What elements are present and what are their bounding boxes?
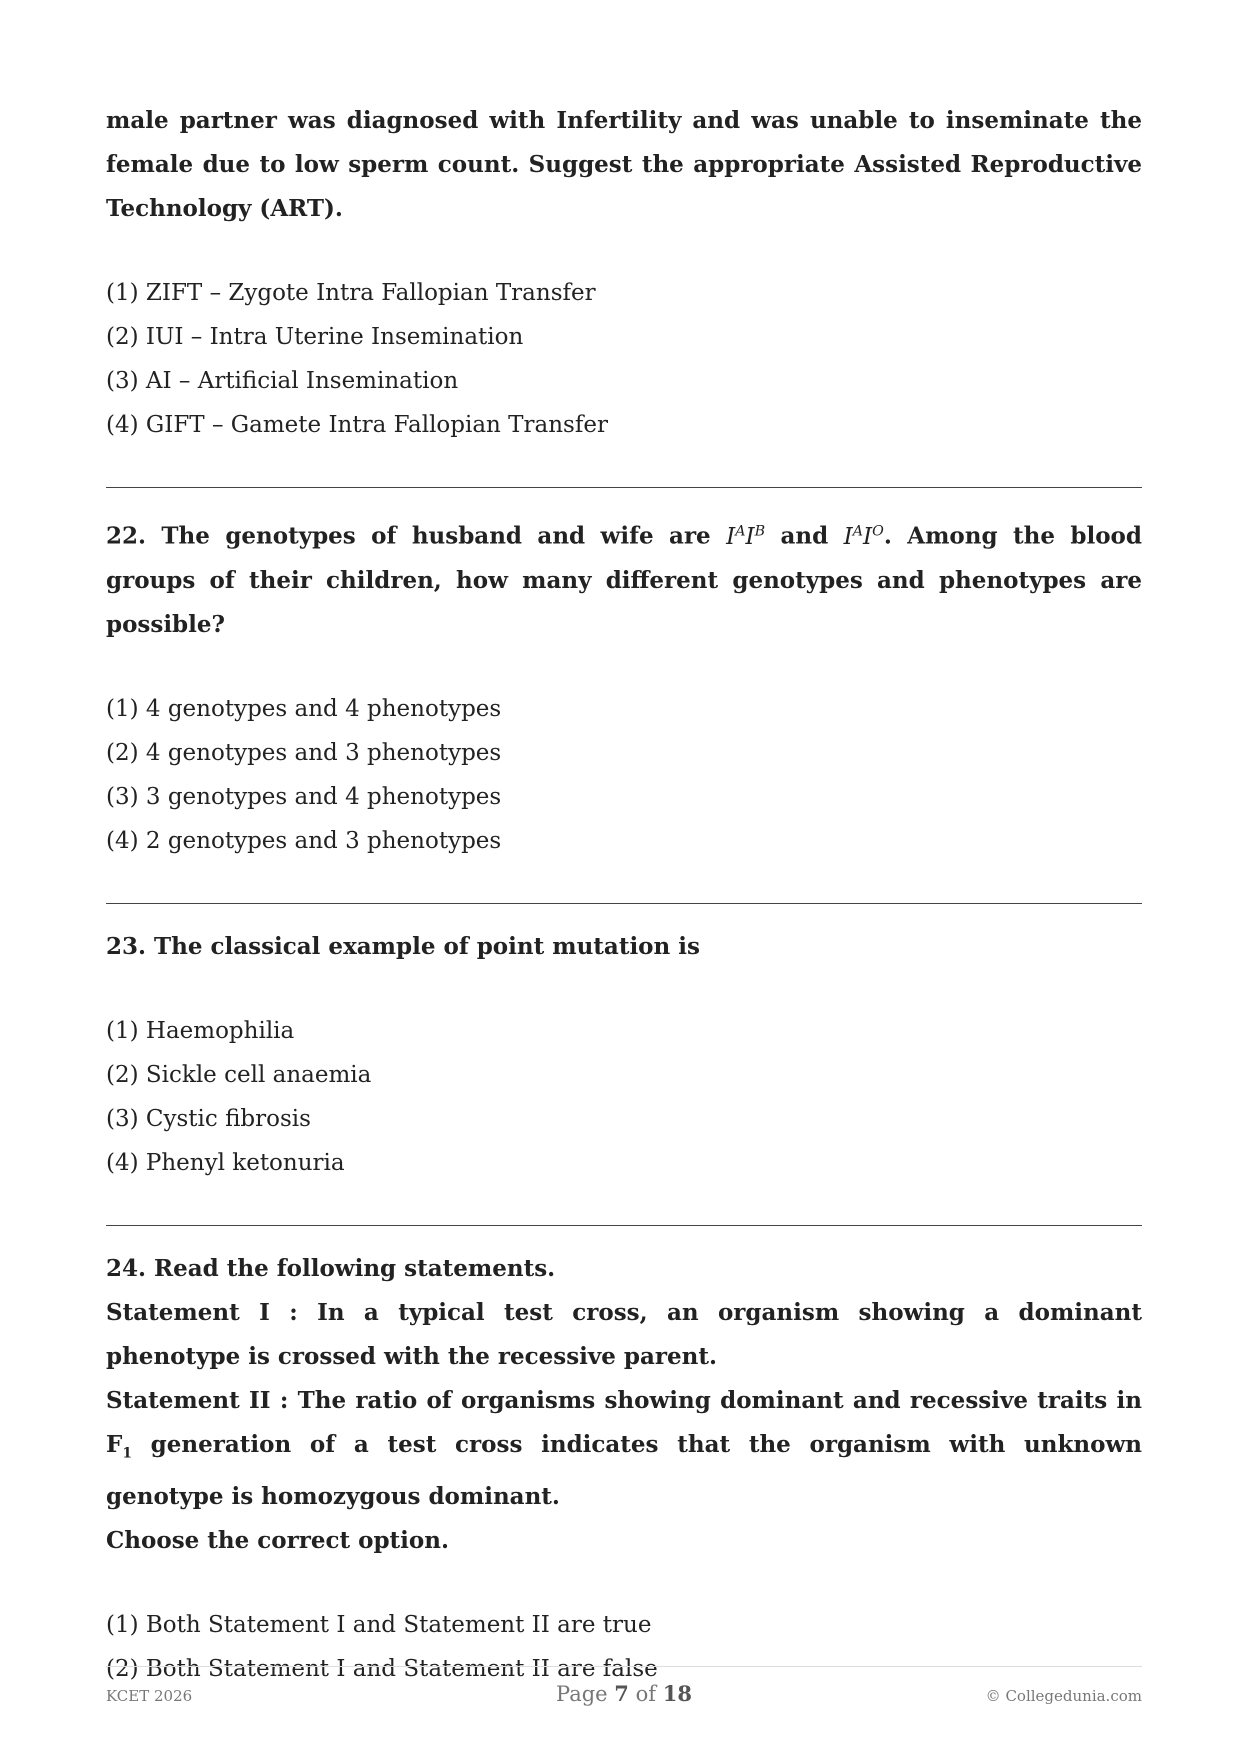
q21-option-4: (4) GIFT – Gamete Intra Fallopian Transfer xyxy=(106,412,608,438)
divider xyxy=(106,903,1142,904)
q23-option-2: (2) Sickle cell anaemia xyxy=(106,1061,372,1088)
q22-option-1: (1) 4 genotypes and 4 phenotypes xyxy=(106,695,502,722)
divider xyxy=(106,487,1142,488)
q23-option-3: (3) Cystic fibrosis xyxy=(106,1105,311,1132)
q21-option-1: (1) ZIFT – Zygote Intra Fallopian Transfer xyxy=(106,280,596,306)
divider xyxy=(106,1225,1142,1226)
q22-options xyxy=(106,687,1142,863)
page-number: Page 7 of 18 xyxy=(556,1681,692,1706)
q24-option-1: (1) Both Statement I and Statement II are true xyxy=(106,1612,652,1639)
q22-question: 22. The genotypes of husband and wife are $I^AI^B$ and $I^AI^O$. Among the blood groups of their children, how many different genotypes and phenotypes are possible? xyxy=(106,522,1142,638)
q22-option-4: (4) 2 genotypes and 3 phenotypes xyxy=(106,827,502,854)
q21-option-3: (3) AI – Artificial Insemination xyxy=(106,368,459,394)
q24-intro: 24. Read the following statements. xyxy=(106,1254,556,1282)
q23-question: 23. The classical example of point mutation is xyxy=(106,932,700,960)
q24-option-2: (2) Both Statement I and Statement II are false xyxy=(106,1656,658,1683)
genotype-wife: $I^AI^O$ xyxy=(843,523,884,550)
q24-statement-2: Statement II : The ratio of organisms showing dominant and recessive traits in $F_1$ generation of a test cross indicates that the organism with unknown genotype is homozygous dominant. xyxy=(106,1386,1142,1511)
copyright: © Collegedunia.com xyxy=(985,1687,1142,1705)
q23-option-1: (1) Haemophilia xyxy=(106,1017,295,1044)
q23-option-4: (4) Phenyl ketonuria xyxy=(106,1149,345,1176)
q24-statement-1: Statement I : In a typical test cross, an organism showing a dominant phenotype is crossed with the recessive parent. xyxy=(106,1298,1142,1370)
q22-option-3: (3) 3 genotypes and 4 phenotypes xyxy=(106,783,502,810)
exam-name: KCET 2026 xyxy=(106,1687,193,1705)
question-page xyxy=(106,0,1142,1691)
q24-options xyxy=(106,1603,1142,1691)
q22-option-2: (2) 4 genotypes and 3 phenotypes xyxy=(106,739,502,766)
q24-question xyxy=(106,1247,1142,1564)
q24-instruction: Choose the correct option. xyxy=(106,1527,449,1555)
q21-option-2: (2) IUI – Intra Uterine Insemination xyxy=(106,324,524,350)
genotype-husband: $I^AI^B$ xyxy=(726,523,766,550)
q21-continuation: male partner was diagnosed with Infertility and was unable to inseminate the female due to low sperm count. Suggest the appropriate Assisted Reproductive Technology (ART). xyxy=(106,107,1142,222)
q21-options xyxy=(106,271,1142,447)
q23-options xyxy=(106,1009,1142,1185)
